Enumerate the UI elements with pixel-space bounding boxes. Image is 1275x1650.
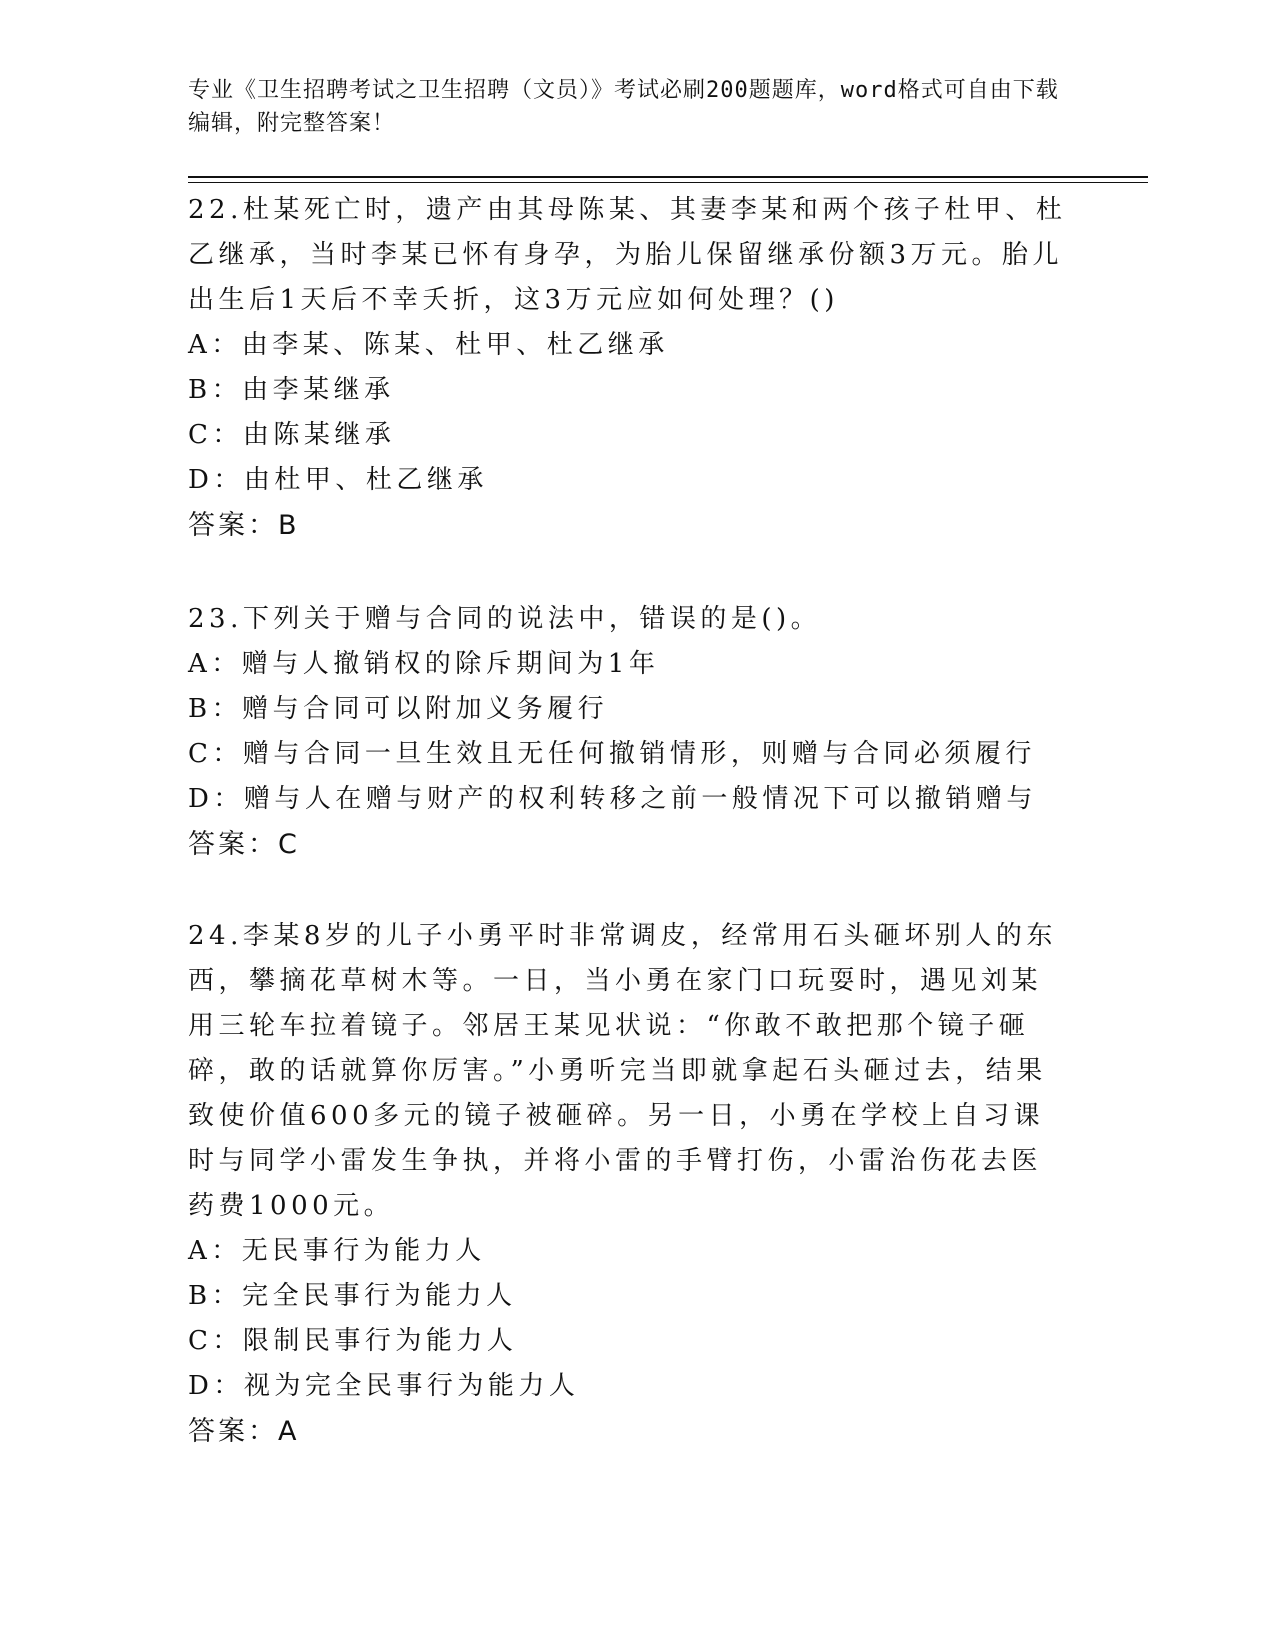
question-stem: 23.下列关于赠与合同的说法中，错误的是()。 [188,604,822,634]
option-c: C：由陈某继承 [188,420,396,450]
header-rule-thick [188,176,1148,178]
option-a: A：赠与人撤销权的除斥期间为1年 [188,649,660,679]
document-header: 专业《卫生招聘考试之卫生招聘（文员）》考试必刷200题题库，word格式可自由下载编辑，附完整答案！ [188,78,1059,136]
option-a: A：无民事行为能力人 [188,1236,486,1266]
question-24 [188,914,1068,1454]
option-a: A：由李某、陈某、杜甲、杜乙继承 [188,330,669,360]
question-22 [188,188,1068,548]
option-b: B：由李某继承 [188,375,395,405]
answer: 答案：A [188,1416,300,1447]
option-b: B：完全民事行为能力人 [188,1281,517,1311]
option-d: D：由杜甲、杜乙继承 [188,465,488,495]
question-23 [188,597,1068,867]
option-d: D：视为完全民事行为能力人 [188,1371,580,1401]
answer: 答案：C [188,829,300,860]
option-d: D：赠与人在赠与财产的权利转移之前一般情况下可以撤销赠与 [188,784,1037,814]
option-c: C：赠与合同一旦生效且无任何撤销情形，则赠与合同必须履行 [188,739,1036,769]
question-stem: 24.李某8岁的儿子小勇平时非常调皮，经常用石头砸坏别人的东西，攀摘花草树木等。一日，当小勇在家门口玩耍时，遇见刘某用三轮车拉着镜子。邻居王某见状说：“你敢不敢把那个镜子砸碎，敢的话就算你厉害。”小勇听完当即就拿起石头砸过去，结果致使价值600多元的镜子被砸碎。另一日，小勇在学校上自习课时与同学小雷发生争执，并将小雷的手臂打伤，小雷治伤花去医药费1000元。 [188,921,1057,1221]
question-stem: 22.杜某死亡时，遗产由其母陈某、其妻李某和两个孩子杜甲、杜乙继承，当时李某已怀有身孕，为胎儿保留继承份额3万元。胎儿出生后1天后不幸夭折，这3万元应如何处理？() [188,195,1067,315]
answer: 答案：B [188,510,300,541]
option-b: B：赠与合同可以附加义务履行 [188,694,609,724]
option-c: C：限制民事行为能力人 [188,1326,518,1356]
header-rule-thin [188,182,1148,183]
